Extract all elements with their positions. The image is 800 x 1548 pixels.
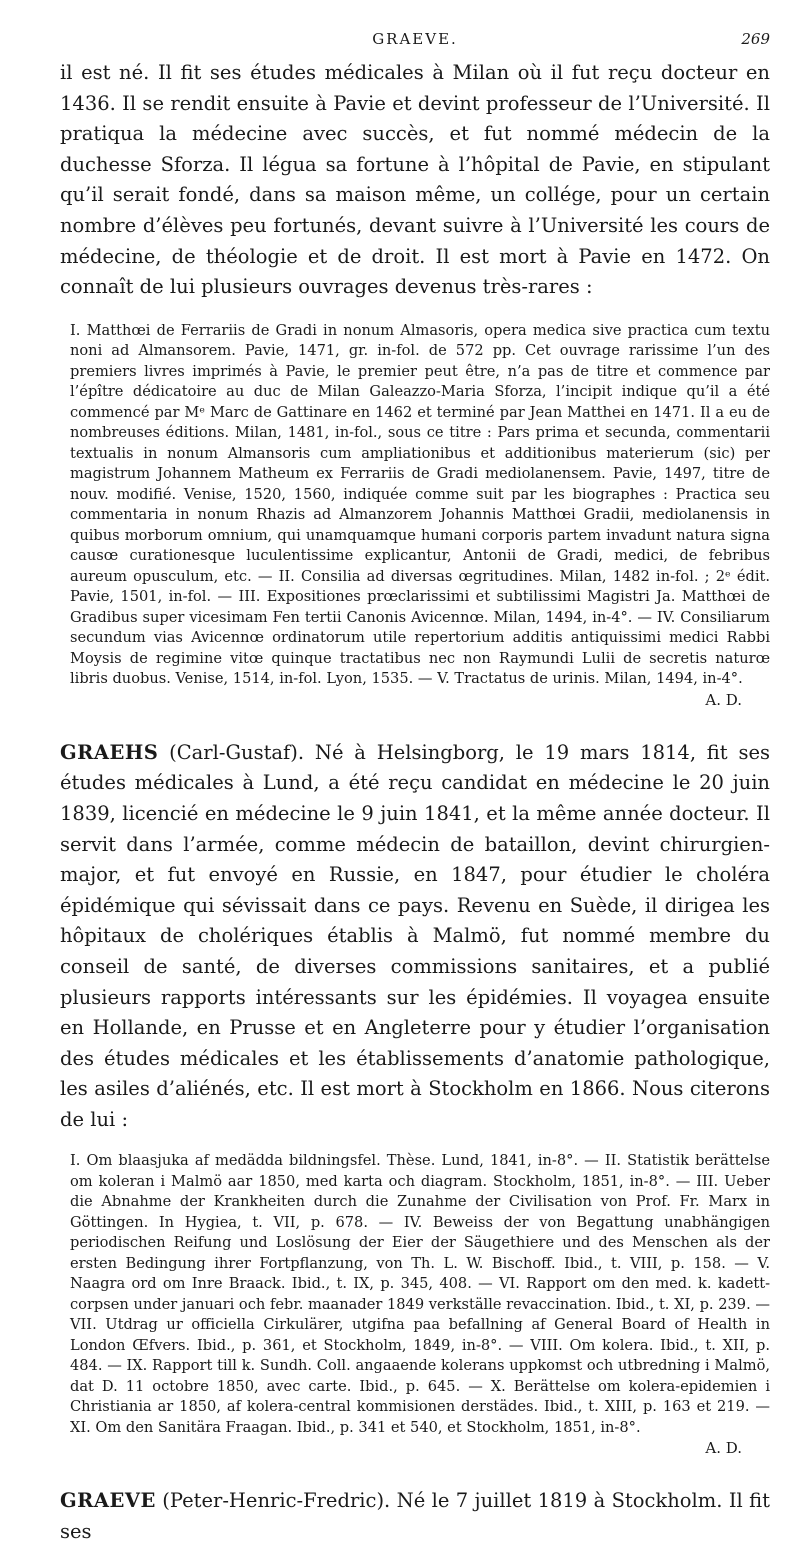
running-header <box>60 30 770 58</box>
graeve-headword: GRAEVE <box>60 1489 156 1513</box>
page-number: 269 <box>741 30 770 48</box>
graeve-biography: Né le 7 juillet 1819 à Stockholm. Il fit ses <box>60 1489 770 1544</box>
ferrariis-signature: A. D. <box>705 690 742 709</box>
ferrariis-works: I. Matthœi de Ferrariis de Gradi in nonum Almasoris, opera medica sive practica cum textu noni ad Almansorem. Pavie, 1471, gr. in-fol. de 572 pp. Cet ouvrage rarissime l’un des premiers livres imprimés à Pavie, le premier peut être, n’a pas de titre et commence par l’épître dédicatoire au duc de Milan Galeazzo-Maria Sforza, l’incipit indique qu’il a été commencé par Mᵉ Marc de Gattinare en 1462 et terminé par Jean Matthei en 1471. Il a eu de nombreuses éditions. Milan, 1481, in-fol., sous ce titre : Pars prima et secunda, commentarii textualis in nonum Almansoris cum ampliationibus et additionibus materierum (sic) per magistrum Johannem Matheum ex Ferrariis de Gradi mediolanensem. Pavie, 1497, titre de nouv. modifié. Venise, 1520, 1560, indiquée comme suit par les biographes : Practica seu commentaria in nonum Rhazis ad Almanzorem Johannis Matthœi Gradii, mediolanensis in quibus morborum omnium, qui unamquamque humani corporis partem invadunt natura signa causœ curationesque luculentissime explicantur, Antonii de Gradi, medici, de febribus aureum opusculum, etc. — II. Consilia ad diversas œgritudines. Milan, 1482 in-fol. ; 2ᵉ édit. Pavie, 1501, in-fol. — III. Expositiones prœclarissimi et subtilissimi Magistri Ja. Matthœi de Gradibus super vicesimam Fen tertii Canonis Avicennœ. Milan, 1494, in-4°. — IV. Consiliarum secundum vias Avicennœ ordinatorum utile repertorium additis antiquissimi medici Rabbi Moysis de regimine vitœ quinque tractatibus nec non Raymundi Lulii de secretis naturœ libris duobus. Venise, 1514, in-fol. Lyon, 1535. — V. Tractatus de urinis. Milan, 1494, in-4°. <box>70 321 770 688</box>
graehs-name: (Carl-Gustaf). <box>169 740 305 764</box>
graehs-headword: GRAEHS <box>60 740 159 764</box>
graeve-entry <box>60 1486 770 1547</box>
graehs-works: I. Om blaasjuka af medädda bildningsfel. Thèse. Lund, 1841, in-8°. — II. Statistik berättelse om koleran i Malmö aar 1850, med karta och diagram. Stockholm, 1851, in-8°. — III. Ueber die Abnahme der Krankheiten durch die Zunahme der Civilisation von Prof. Fr. Marx in Göttingen. In Hygiea, t. VII, p. 678. — IV. Beweiss der von Begattung unabhängigen periodischen Reifung und Loslösung der Eier der Säugethiere und des Menschen als der ersten Bedingung ihrer Fortpflanzung, von Th. L. W. Bischoff. Ibid., t. VIII, p. 158. — V. Naagra ord om Inre Braack. Ibid., t. IX, p. 345, 408. — VI. Rapport om den med. k. kadett-corpsen under januari och febr. maanader 1849 verkställe revaccination. Ibid., t. XI, p. 239. — VII. Utdrag ur officiella Cirkulärer, utgifna paa befallning af General Board of Health in London Œfvers. Ibid., p. 361, et Stockholm, 1849, in-8°. — VIII. Om kolera. Ibid., t. XII, p. 484. — IX. Rapport till k. Sundh. Coll. angaaende kolerans uppkomst och utbredning i Malmö, dat D. 11 octobre 1850, avec carte. Ibid., p. 645. — X. Berättelse om kolera-epidemien i Christiania ar 1850, af kolera-central kommisionen derstädes. Ibid., t. XIII, p. 163 et 219. — XI. Om den Sanitära Fraagan. Ibid., p. 341 et 540, et Stockholm, 1851, in-8°. <box>70 1152 770 1436</box>
document-page <box>60 0 770 1548</box>
graehs-entry <box>60 738 770 1136</box>
ferrariis-biography: il est né. Il fit ses études médicales à Milan où il fut reçu docteur en 1436. Il se rendit ensuite à Pavie et devint professeur de l’Université. Il pratiqua la médecine avec succès, et fut nommé médecin de la duchesse Sforza. Il légua sa fortune à l’hôpital de Pavie, en stipulant qu’il serait fondé, dans sa maison même, un collége, pour un certain nombre d’élèves peu fortunés, devant suivre à l’Université les cours de médecine, de théologie et de droit. Il est mort à Pavie en 1472. On connaît de lui plusieurs ouvrages devenus très-rares : <box>60 61 770 299</box>
graehs-signature: A. D. <box>705 1439 742 1458</box>
graehs-biography: Né à Helsingborg, le 19 mars 1814, fit ses études médicales à Lund, a été reçu candidat en médecine le 20 juin 1839, licencié en médecine le 9 juin 1841, et la même année docteur. Il servit dans l’armée, comme médecin de bataillon, devint chirurgien-major, et fut envoyé en Russie, en 1847, pour étudier le choléra épidémique qui sévissait dans ce pays. Revenu en Suède, il dirigea les hôpitaux de cholériques établis à Malmö, fut nommé membre du conseil de santé, de diverses commissions sanitaires, et a publié plusieurs rapports intéressants sur les épidémies. Il voyagea ensuite en Hollande, en Prusse et en Angleterre pour y étudier l’organisation des études médicales et les établissements d’anatomie pathologique, les asiles d’aliénés, etc. Il est mort à Stockholm en 1866. Nous citerons de lui : <box>60 740 770 1131</box>
running-title: GRAEVE. <box>372 30 458 48</box>
graeve-name: (Peter-Henric-Fredric). <box>162 1489 391 1513</box>
